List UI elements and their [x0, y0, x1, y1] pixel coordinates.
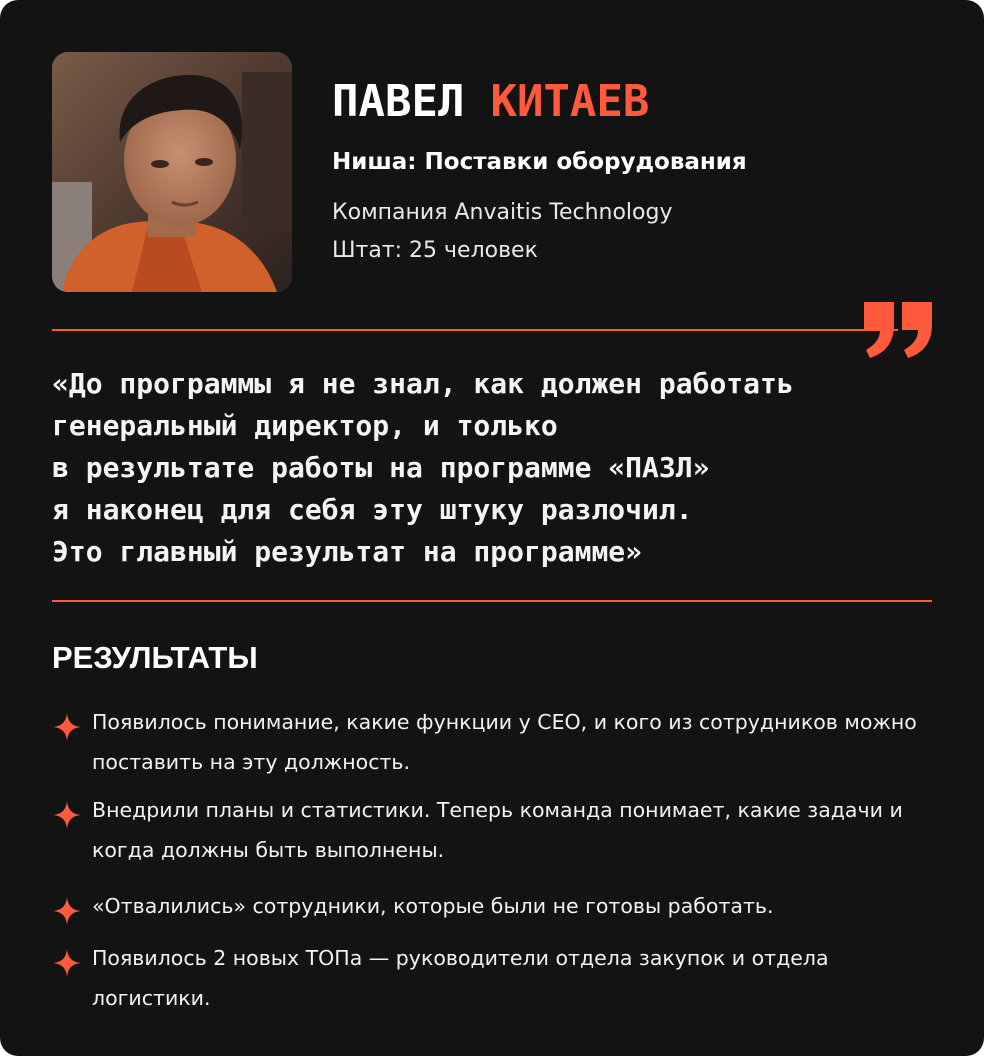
sparkle-star-icon — [52, 800, 82, 830]
avatar-photo — [52, 52, 292, 292]
person-name — [332, 74, 649, 130]
quote-line: генеральный директор, и только — [52, 409, 558, 442]
result-item-text: Внедрили планы и статистики. Теперь команда понимает, какие задачи и когда должны быть выполнены. — [92, 798, 903, 862]
quote-line: «До программы я не знал, как должен работать — [52, 367, 794, 400]
result-item-text: «Отвалились» сотрудники, которые были не готовы работать. — [92, 894, 774, 918]
quote-line: Это главный результат на программе» — [52, 535, 643, 568]
sparkle-star-icon — [52, 948, 82, 978]
divider-bottom — [52, 600, 932, 602]
closing-quote-icon — [862, 300, 934, 360]
last-name: КИТАЕВ — [490, 76, 650, 127]
testimonial-quote — [52, 363, 794, 573]
niche-text: Ниша: Поставки оборудования — [332, 149, 747, 175]
company-text: Компания Anvaitis Technology — [332, 200, 673, 225]
results-heading: РЕЗУЛЬТАТЫ — [52, 640, 258, 675]
quote-line: я наконец для себя эту штуку разлочил. — [52, 493, 693, 526]
results-list — [52, 702, 932, 1018]
result-item — [52, 790, 932, 870]
sparkle-star-icon — [52, 896, 82, 926]
quote-line: в результате работы на программе «ПАЗЛ» — [52, 451, 710, 484]
result-item — [52, 886, 932, 926]
result-item — [52, 938, 932, 1018]
staff-text: Штат: 25 человек — [332, 238, 538, 263]
sparkle-star-icon — [52, 712, 82, 742]
result-item — [52, 702, 932, 782]
first-name: ПАВЕЛ — [332, 76, 465, 127]
divider-top — [52, 329, 898, 331]
result-item-text: Появилось понимание, какие функции у СЕО, и кого из сотрудников можно поставить на эту должность. — [92, 710, 917, 774]
result-item-text: Появилось 2 новых ТОПа — руководители отдела закупок и отдела логистики. — [92, 946, 829, 1010]
